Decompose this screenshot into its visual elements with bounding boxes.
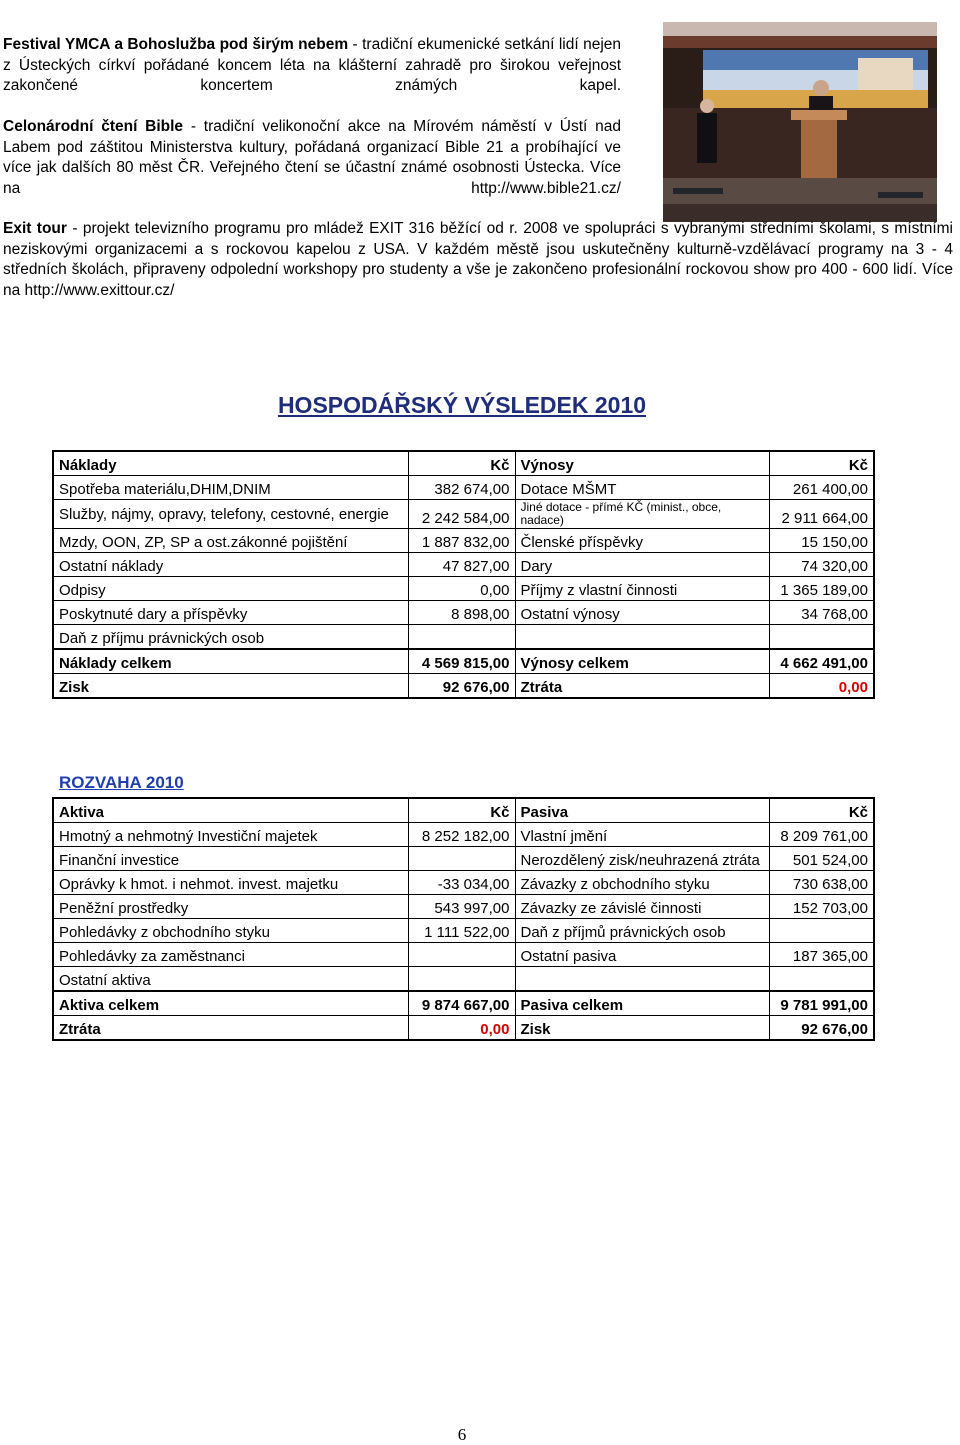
table-row: [53, 847, 874, 871]
assets-total-label: Aktiva celkem: [53, 991, 408, 1016]
revenue-label: Dary: [515, 553, 769, 577]
paragraph-festival: [3, 35, 621, 97]
results-table: [52, 450, 875, 699]
balance-table: [52, 797, 875, 1041]
paragraph-exit-tour: [3, 219, 953, 301]
liability-label: Závazky ze závislé činnosti: [515, 895, 769, 919]
cost-label: Poskytnuté dary a příspěvky: [53, 601, 408, 625]
table-row: [53, 871, 874, 895]
costs-total-value: 4 569 815,00: [408, 649, 515, 674]
liability-value: 152 703,00: [769, 895, 874, 919]
cost-value: 0,00: [408, 577, 515, 601]
revenue-value: 1 365 189,00: [769, 577, 874, 601]
header-revenues: Výnosy: [515, 451, 769, 476]
asset-label: Finanční investice: [53, 847, 408, 871]
liability-label: Ostatní pasiva: [515, 943, 769, 967]
table-row: [53, 919, 874, 943]
table-row: [53, 601, 874, 625]
asset-value: [408, 847, 515, 871]
header-currency: Kč: [769, 451, 874, 476]
liability-label: Závazky z obchodního styku: [515, 871, 769, 895]
table-row: [53, 529, 874, 553]
liability-value: 501 524,00: [769, 847, 874, 871]
asset-label: Pohledávky z obchodního styku: [53, 919, 408, 943]
revenue-label: Dotace MŠMT: [515, 476, 769, 500]
table-row: [53, 625, 874, 650]
asset-value: [408, 967, 515, 992]
cost-value: 8 898,00: [408, 601, 515, 625]
paragraph-bible-reading-text: - tradiční velikonoční akce na Mírovém náměstí v Ústí nad Labem pod záštitou Ministerstva kultury, pořádaná organizací Bible 21 a probíhající ve více jak dalších 80 měst ČR. Veřejného čtení se účastní známé osobnosti Ústecka. Více na http://www.bible21.cz/: [3, 118, 621, 197]
cost-label: Odpisy: [53, 577, 408, 601]
asset-value: 1 111 522,00: [408, 919, 515, 943]
liability-value: 730 638,00: [769, 871, 874, 895]
event-photo: [663, 22, 937, 222]
cost-label: Daň z příjmu právnických osob: [53, 625, 408, 650]
revenue-value: [769, 625, 874, 650]
table-row: [53, 500, 874, 529]
table-row: [53, 967, 874, 992]
profit-label: Zisk: [53, 674, 408, 699]
cost-value: 382 674,00: [408, 476, 515, 500]
table-row: [53, 577, 874, 601]
asset-label: Pohledávky za zaměstnanci: [53, 943, 408, 967]
results-outcome-row: [53, 674, 874, 699]
asset-value: 8 252 182,00: [408, 823, 515, 847]
paragraph-bible-reading-heading: Celonárodní čtení Bible: [3, 118, 184, 135]
cost-label: Služby, nájmy, opravy, telefony, cestovné, energie: [53, 500, 408, 529]
revenue-label: [515, 625, 769, 650]
asset-label: Hmotný a nehmotný Investiční majetek: [53, 823, 408, 847]
liability-value: 8 209 761,00: [769, 823, 874, 847]
cost-value: [408, 625, 515, 650]
loss-value: 0,00: [769, 674, 874, 699]
revenue-value: 2 911 664,00: [769, 500, 874, 529]
header-currency: Kč: [408, 798, 515, 823]
paragraph-festival-heading: Festival YMCA a Bohoslužba pod širým nebem: [3, 36, 349, 53]
revenue-value: 34 768,00: [769, 601, 874, 625]
paragraph-exit-tour-text: - projekt televizního programu pro mládež EXIT 316 běžící od r. 2008 ve spolupráci s vybranými středními školami, s místními neziskovými organizacemi a s rockovou kapelou z USA. V každém městě jsou uskutečněny kulturně-vzdělávací programy na 3 - 4 středních školách, připraveny odpolední workshopy pro studenty a vše je zakončeno profesionální rockovou show pro 400 - 600 lidí. Více na http://www.exittour.cz/: [3, 220, 953, 299]
cost-label: Mzdy, OON, ZP, SP a ost.zákonné pojištění: [53, 529, 408, 553]
liability-label: [515, 967, 769, 992]
liability-value: 187 365,00: [769, 943, 874, 967]
profit-label: Zisk: [515, 1016, 769, 1041]
balance-title: ROZVAHA 2010: [59, 773, 184, 792]
table-row: [53, 553, 874, 577]
table-row: [53, 895, 874, 919]
asset-value: -33 034,00: [408, 871, 515, 895]
table-row: [53, 476, 874, 500]
liability-value: [769, 919, 874, 943]
asset-value: 543 997,00: [408, 895, 515, 919]
paragraph-exit-tour-heading: Exit tour: [3, 220, 67, 237]
cost-value: 47 827,00: [408, 553, 515, 577]
header-costs: Náklady: [53, 451, 408, 476]
page-number: 6: [457, 1425, 467, 1444]
header-assets: Aktiva: [53, 798, 408, 823]
asset-value: [408, 943, 515, 967]
revenues-total-value: 4 662 491,00: [769, 649, 874, 674]
liability-value: [769, 967, 874, 992]
results-total-row: [53, 649, 874, 674]
table-row: [53, 943, 874, 967]
revenue-value: 261 400,00: [769, 476, 874, 500]
profit-value: 92 676,00: [408, 674, 515, 699]
loss-value: 0,00: [408, 1016, 515, 1041]
assets-total-value: 9 874 667,00: [408, 991, 515, 1016]
asset-label: Peněžní prostředky: [53, 895, 408, 919]
asset-label: Oprávky k hmot. i nehmot. invest. majetku: [53, 871, 408, 895]
cost-label: Ostatní náklady: [53, 553, 408, 577]
revenue-value: 15 150,00: [769, 529, 874, 553]
revenue-label: Členské příspěvky: [515, 529, 769, 553]
balance-header-row: [53, 798, 874, 823]
revenue-label: Jiné dotace - přímé KČ (minist., obce, nadace): [515, 500, 769, 529]
results-title: HOSPODÁŘSKÝ VÝSLEDEK 2010: [277, 392, 647, 418]
cost-value: 1 887 832,00: [408, 529, 515, 553]
profit-value: 92 676,00: [769, 1016, 874, 1041]
liability-label: Daň z příjmů právnických osob: [515, 919, 769, 943]
asset-label: Ostatní aktiva: [53, 967, 408, 992]
header-currency: Kč: [769, 798, 874, 823]
liability-label: Vlastní jmění: [515, 823, 769, 847]
liabilities-total-value: 9 781 991,00: [769, 991, 874, 1016]
revenues-total-label: Výnosy celkem: [515, 649, 769, 674]
revenue-label: Ostatní výnosy: [515, 601, 769, 625]
loss-label: Ztráta: [53, 1016, 408, 1041]
paragraph-festival-text: - tradiční ekumenické setkání lidí nejen z Ústeckých církví pořádané koncem léta na klášterní zahradě pro širokou veřejnost zakončené koncertem známých kapel.: [3, 36, 621, 94]
liability-label: Nerozdělený zisk/neuhrazená ztráta: [515, 847, 769, 871]
balance-outcome-row: [53, 1016, 874, 1041]
costs-total-label: Náklady celkem: [53, 649, 408, 674]
cost-label: Spotřeba materiálu,DHIM,DNIM: [53, 476, 408, 500]
loss-label: Ztráta: [515, 674, 769, 699]
balance-total-row: [53, 991, 874, 1016]
results-header-row: [53, 451, 874, 476]
table-row: [53, 823, 874, 847]
cost-value: 2 242 584,00: [408, 500, 515, 529]
revenue-label: Příjmy z vlastní činnosti: [515, 577, 769, 601]
header-currency: Kč: [408, 451, 515, 476]
header-liabilities: Pasiva: [515, 798, 769, 823]
liabilities-total-label: Pasiva celkem: [515, 991, 769, 1016]
revenue-value: 74 320,00: [769, 553, 874, 577]
paragraph-bible-reading: [3, 117, 621, 199]
